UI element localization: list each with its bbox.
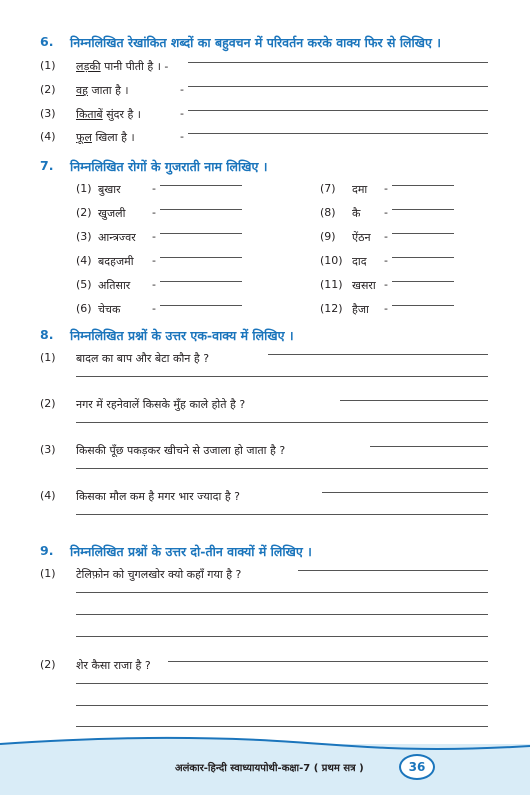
s9-item-2-num: (2) [40, 658, 56, 671]
section-9-number: 9. [40, 543, 54, 558]
s9-item-2-answer-line-3[interactable] [76, 705, 488, 706]
s7-item-2-dash: - [152, 206, 156, 219]
s6-item-4-dash: - [180, 130, 184, 143]
s7-item-10-answer-line[interactable] [392, 257, 454, 258]
s6-item-4-rest: खिला है । [91, 131, 135, 144]
s7-item-5-answer-line[interactable] [160, 281, 242, 282]
s8-item-1-answer-line[interactable] [268, 354, 488, 355]
s9-item-2-question: शेर कैसा राजा है ? [76, 659, 151, 672]
s7-item-8-answer-line[interactable] [392, 209, 454, 210]
s7-item-2-word: खुजली [98, 207, 126, 220]
s6-item-1-num: (1) [40, 59, 56, 72]
s7-item-9-dash: - [384, 230, 388, 243]
section-8-number: 8. [40, 327, 54, 342]
s7-item-4-dash: - [152, 254, 156, 267]
s7-item-1-word: बुखार [98, 183, 121, 196]
s7-item-7-dash: - [384, 182, 388, 195]
s8-item-4-answer-line-2[interactable] [76, 514, 488, 515]
s9-item-2-answer-line-4[interactable] [76, 726, 488, 727]
section-9-title: निम्नलिखित प्रश्नों के उत्तर दो-तीन वाक्यों में लिखिए । [70, 544, 312, 559]
s6-item-2-rest: जाता है । [87, 84, 129, 97]
s8-item-4-answer-line[interactable] [322, 492, 488, 493]
s8-item-3-answer-line-2[interactable] [76, 468, 488, 469]
s9-item-1-answer-line-2[interactable] [76, 592, 488, 593]
footer-wave [0, 728, 530, 758]
s8-item-2-answer-line[interactable] [340, 400, 488, 401]
s9-item-2-answer-line-2[interactable] [76, 683, 488, 684]
s7-item-4-word: बदहजमी [98, 255, 134, 268]
section-7-title: निम्नलिखित रोगों के गुजराती नाम लिखिए । [70, 159, 268, 174]
page-number: 36 [399, 754, 435, 780]
s8-item-4-question: किसका मौल कम है मगर भार ज्यादा है ? [76, 490, 240, 503]
s9-item-1-question: टेलिफ़ोन को चुगलखोर क्यो कहाँ गया है ? [76, 568, 242, 581]
s6-item-3-dash: - [180, 107, 184, 120]
s7-item-9-word: ऐंठन [352, 231, 371, 244]
section-6-number: 6. [40, 34, 54, 49]
s7-item-12-answer-line[interactable] [392, 305, 454, 306]
s7-item-11-dash: - [384, 278, 388, 291]
s6-item-3-num: (3) [40, 107, 56, 120]
s7-item-11-num: (11) [320, 278, 343, 291]
s6-item-3-answer-line[interactable] [188, 110, 488, 111]
s7-item-11-answer-line[interactable] [392, 281, 454, 282]
s9-item-1-answer-line[interactable] [298, 570, 488, 571]
s7-item-1-num: (1) [76, 182, 92, 195]
s6-item-3-text [76, 107, 141, 122]
s7-item-10-word: दाद [352, 255, 367, 268]
s7-item-8-dash: - [384, 206, 388, 219]
s6-item-1-answer-line[interactable] [188, 62, 488, 63]
s8-item-2-answer-line-2[interactable] [76, 422, 488, 423]
s7-item-4-num: (4) [76, 254, 92, 267]
s6-item-2-underlined: वह [76, 84, 88, 97]
s8-item-2-question: नगर में रहनेवालें किसके मुँह काले होते है ? [76, 398, 246, 411]
s8-item-1-question: बादल का बाप और बेटा कौन है ? [76, 352, 210, 365]
footer-title: अलंकार-हिन्दी स्वाध्यायपोथी-कक्षा-7 ( प्रथम सत्र ) [175, 763, 364, 774]
s7-item-2-num: (2) [76, 206, 92, 219]
s7-item-1-answer-line[interactable] [160, 185, 242, 186]
s7-item-12-dash: - [384, 302, 388, 315]
s7-item-3-word: आन्त्रज्वर [98, 231, 136, 244]
s7-item-10-dash: - [384, 254, 388, 267]
s7-item-8-word: कै [352, 207, 361, 220]
s7-item-2-answer-line[interactable] [160, 209, 242, 210]
s6-item-2-num: (2) [40, 83, 56, 96]
s9-item-1-num: (1) [40, 567, 56, 580]
s7-item-6-dash: - [152, 302, 156, 315]
s6-item-4-underlined: फूल [76, 131, 92, 144]
section-7-number: 7. [40, 158, 54, 173]
s7-item-11-word: खसरा [352, 279, 376, 292]
s8-item-2-num: (2) [40, 397, 56, 410]
s6-item-3-underlined: किताबें [76, 108, 103, 121]
s7-item-7-word: दमा [352, 183, 368, 196]
s7-item-3-dash: - [152, 230, 156, 243]
s7-item-6-answer-line[interactable] [160, 305, 242, 306]
s9-item-1-answer-line-4[interactable] [76, 636, 488, 637]
s7-item-6-word: चेचक [98, 303, 121, 316]
s7-item-9-answer-line[interactable] [392, 233, 454, 234]
s6-item-2-answer-line[interactable] [188, 86, 488, 87]
s6-item-2-text [76, 83, 129, 98]
s6-item-4-text [76, 130, 135, 145]
s6-item-4-num: (4) [40, 130, 56, 143]
s6-item-1-rest: पानी पीती है । - [100, 60, 169, 73]
s7-item-12-num: (12) [320, 302, 343, 315]
s7-item-7-answer-line[interactable] [392, 185, 454, 186]
s6-item-1-text [76, 59, 168, 74]
s8-item-3-num: (3) [40, 443, 56, 456]
s7-item-4-answer-line[interactable] [160, 257, 242, 258]
s8-item-3-answer-line[interactable] [370, 446, 488, 447]
s7-item-5-num: (5) [76, 278, 92, 291]
section-8-title: निम्नलिखित प्रश्नों के उत्तर एक-वाक्य में लिखिए । [70, 328, 294, 343]
s6-item-3-rest: सुंदर है । [102, 108, 141, 121]
s8-item-3-question: किसकी पूँछ पकड़कर खीचने से उजाला हो जाता है ? [76, 444, 286, 457]
s6-item-2-dash: - [180, 83, 184, 96]
s8-item-1-answer-line-2[interactable] [76, 376, 488, 377]
s8-item-1-num: (1) [40, 351, 56, 364]
s7-item-6-num: (6) [76, 302, 92, 315]
s7-item-3-num: (3) [76, 230, 92, 243]
s7-item-9-num: (9) [320, 230, 336, 243]
s7-item-8-num: (8) [320, 206, 336, 219]
s7-item-5-dash: - [152, 278, 156, 291]
s7-item-5-word: अतिसार [98, 279, 131, 292]
s7-item-12-word: हैजा [352, 303, 369, 316]
s7-item-10-num: (10) [320, 254, 343, 267]
s7-item-1-dash: - [152, 182, 156, 195]
section-6-title: निम्नलिखित रेखांकित शब्दों का बहुवचन में परिवर्तन करके वाक्य फिर से लिखिए । [70, 35, 441, 50]
s8-item-4-num: (4) [40, 489, 56, 502]
s9-item-1-answer-line-3[interactable] [76, 614, 488, 615]
s6-item-1-underlined: लड़की [76, 60, 101, 73]
s6-item-4-answer-line[interactable] [188, 133, 488, 134]
s9-item-2-answer-line[interactable] [168, 661, 488, 662]
s7-item-7-num: (7) [320, 182, 336, 195]
s7-item-3-answer-line[interactable] [160, 233, 242, 234]
